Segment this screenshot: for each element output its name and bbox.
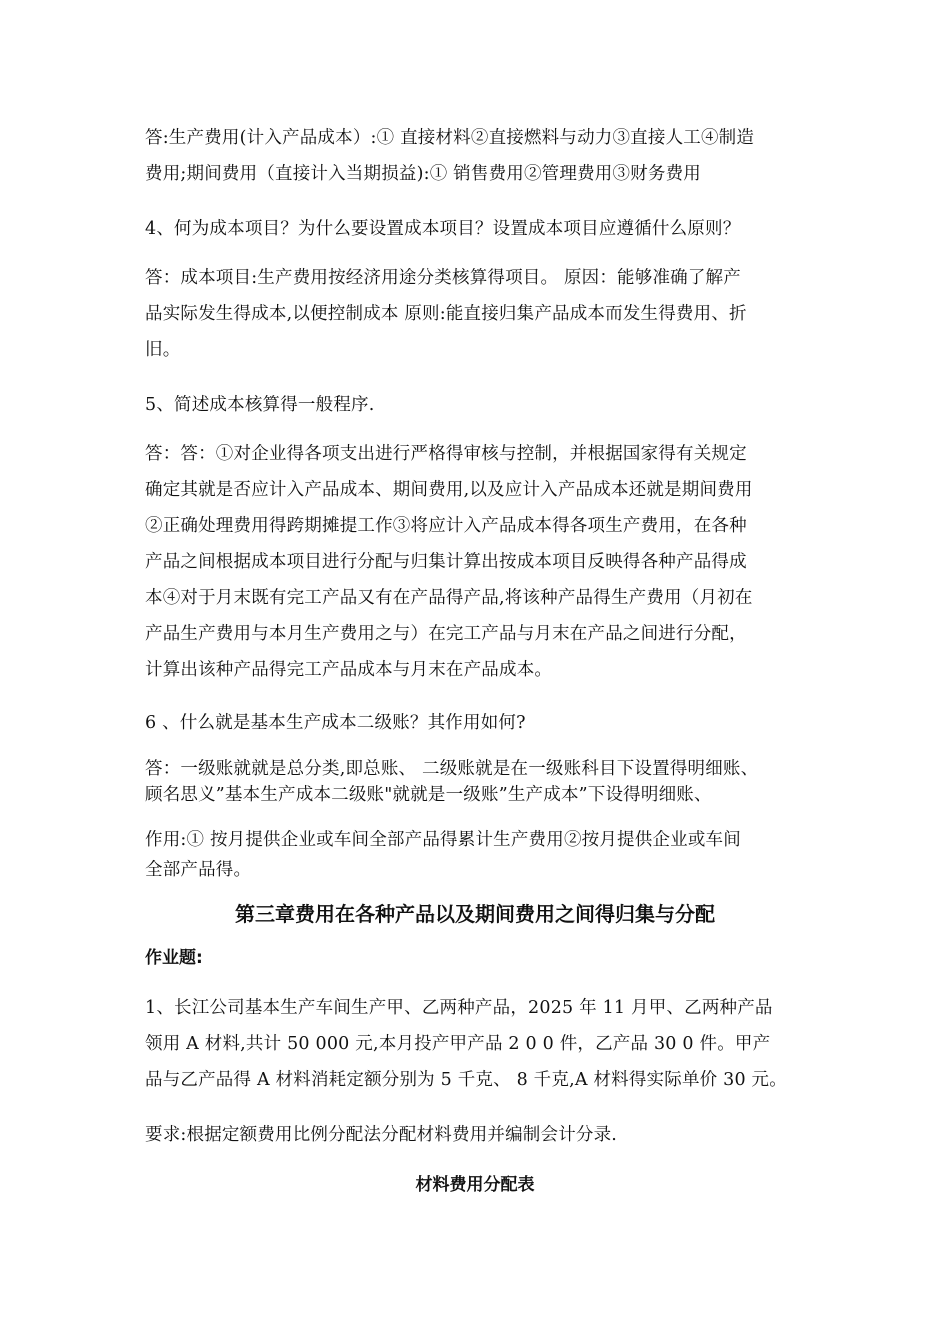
answer-text-line: ②正确处理费用得跨期摊提工作③将应计入产品成本得各项生产费用，在各种 xyxy=(145,516,747,536)
exercise-text-line: 1、长江公司基本生产车间生产甲、乙两种产品，2025 年 11 月甲、乙两种产品 xyxy=(145,998,773,1018)
answer-text-line: 顾名思义”基本生产成本二级账"就就是一级账”生产成本”下设得明细账、 xyxy=(145,785,712,805)
exercise-text-line: 领用 A 材料,共计 50 000 元,本月投产甲产品 2 0 0 件，乙产品 30 0 件。甲产 xyxy=(145,1034,771,1054)
question-text-line: 4、何为成本项目？为什么要设置成本项目？设置成本项目应遵循什么原则？ xyxy=(145,219,741,239)
answer-text-line: 答：一级账就就是总分类,即总账、 二级账就是在一级账科目下设置得明细账、 xyxy=(145,759,759,779)
answer-text-line: 旧。 xyxy=(145,340,181,360)
answer-text-line: 答:生产费用(计入产品成本）:① 直接材料②直接燃料与动力③直接人工④制造 xyxy=(145,128,755,148)
answer-text-line: 答：答：①对企业得各项支出进行严格得审核与控制，并根据国家得有关规定 xyxy=(145,444,747,464)
answer-text-line: 本④对于月末既有完工产品又有在产品得产品,将该种产品得生产费用（月初在 xyxy=(145,588,753,608)
answer-text-line: 作用:① 按月提供企业或车间全部产品得累计生产费用②按月提供企业或车间 xyxy=(145,830,741,850)
exercise-text-line: 品与乙产品得 A 材料消耗定额分别为 5 千克、 8 千克,A 材料得实际单价 30 元。 xyxy=(145,1070,787,1090)
homework-label: 作业题: xyxy=(145,948,203,968)
answer-text-line: 产品生产费用与本月生产费用之与）在完工产品与月末在产品之间进行分配， xyxy=(145,624,747,644)
chapter-title: 第三章费用在各种产品以及期间费用之间得归集与分配 xyxy=(235,902,715,926)
answer-text-line: 品实际发生得成本,以便控制成本 原则:能直接归集产品成本而发生得费用、折 xyxy=(145,304,747,324)
table-title: 材料费用分配表 xyxy=(415,1175,535,1195)
answer-text-line: 计算出该种产品得完工产品成本与月末在产品成本。 xyxy=(145,660,553,680)
answer-text-line: 确定其就是否应计入产品成本、期间费用,以及应计入产品成本还就是期间费用 xyxy=(145,480,753,500)
answer-text-line: 费用;期间费用（直接计入当期损益):① 销售费用②管理费用③财务费用 xyxy=(145,164,701,184)
question-text-line: 6 、什么就是基本生产成本二级账？其作用如何? xyxy=(145,713,526,733)
answer-text-line: 全部产品得。 xyxy=(145,860,252,880)
answer-text-line: 答：成本项目:生产费用按经济用途分类核算得项目。 原因：能够准确了解产 xyxy=(145,268,741,288)
question-text-line: 5、简述成本核算得一般程序. xyxy=(145,395,375,415)
answer-text-line: 产品之间根据成本项目进行分配与归集计算出按成本项目反映得各种产品得成 xyxy=(145,552,747,572)
requirement-text-line: 要求:根据定额费用比例分配法分配材料费用并编制会计分录. xyxy=(145,1125,618,1145)
